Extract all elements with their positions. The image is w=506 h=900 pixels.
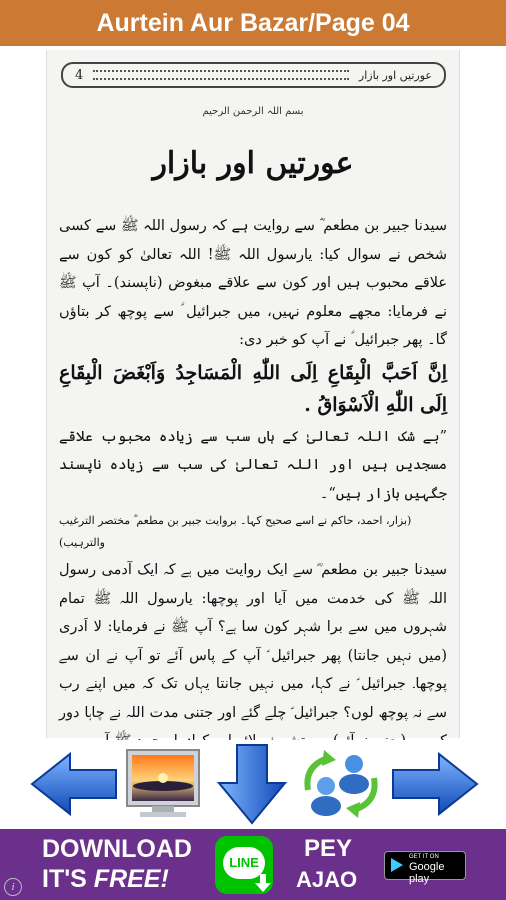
header-ornament bbox=[93, 70, 349, 80]
book-page bbox=[46, 50, 460, 738]
arrow-down-icon bbox=[217, 743, 287, 825]
store-big-label: Google play bbox=[409, 861, 445, 885]
play-store-icon bbox=[391, 858, 403, 872]
line-app-name: LINE bbox=[229, 855, 259, 870]
contacts-share-icon bbox=[298, 746, 384, 822]
google-play-badge[interactable] bbox=[384, 851, 466, 885]
ad-free-prefix: IT'S bbox=[42, 865, 94, 893]
running-title: عورتیں اور بازار bbox=[358, 68, 432, 82]
reference: (بزار، احمد، حاکم نے اسے صحیح کہا۔ بروایت جبیر بن مطعم ؓ مختصر الترغیب والترہیب) bbox=[59, 514, 412, 549]
translation: ”بے شک اللہ تعالیٰ کے ہاں سب سے زیادہ محبوب علاقے مسجدیں ہیں اور اللہ تعالیٰ کی سب سے زیادہ ناپسند جگہیں بازار ہیں“۔ bbox=[59, 428, 447, 502]
picture-icon bbox=[124, 748, 202, 820]
arrow-left-icon bbox=[30, 752, 118, 816]
page-body bbox=[59, 212, 447, 758]
line-app-icon bbox=[215, 836, 273, 894]
page-number: 4 bbox=[75, 67, 84, 83]
arabic-quote: اِنَّ اَحَبَّ الْبِقَاعِ اِلَى اللّٰهِ الْمَسَاجِدُ وَاَبْغَضَ الْبِقَاعِ اِلَى اللّٰهِ الْاَسْوَاقُ . bbox=[59, 361, 447, 416]
next-page-button[interactable] bbox=[388, 740, 482, 828]
ad-free-text bbox=[42, 865, 169, 894]
app-title: Aurtein Aur Bazar/Page 04 bbox=[96, 8, 410, 37]
arrow-right-icon bbox=[391, 752, 479, 816]
ad-info-icon[interactable]: i bbox=[4, 878, 22, 896]
store-small-label: GET IT ON bbox=[409, 854, 439, 860]
paragraph: سیدنا جبیر بن مطعم ؓ سے ایک روایت میں ہے کہ ایک آدمی رسول اللہ ﷺ کی خدمت میں آیا اور پوچھا: یارسول اللہ ﷺ تمام شہروں میں سے برا شہر کون سا ہے؟ آپ ﷺ نے فرمایا: لا اَدری (میں نہیں جانتا) پھر جبرائیل ؑ آپ کے پاس آئے تو آپ نے ان سے پوچھا۔ جبرائیل ؑ نے کہا، میں نہیں جانتا یہاں تک کہ میں اپنے رب سے نہ پوچھ لوں؟ جبرائیل ؑ چلے گئے اور جتنی مدت اللہ نے چاہا دور bbox=[59, 562, 447, 721]
ad-pey-text: PEY bbox=[304, 835, 353, 862]
bismillah: بسم اللہ الرحمن الرحیم bbox=[202, 106, 304, 117]
ad-free-emphasis: FREE! bbox=[93, 865, 169, 893]
gallery-button[interactable] bbox=[122, 740, 204, 828]
ad-banner[interactable] bbox=[0, 829, 506, 900]
app-title-bar bbox=[0, 0, 506, 46]
ad-ajao-text: AJAO bbox=[296, 867, 358, 892]
paragraph: سیدنا جبیر بن مطعم ؓ سے روایت ہے کہ رسول اللہ ﷺ سے کسی شخص نے سوال کیا: یارسول اللہ ﷺ! اللہ تعالیٰ کو کون سے علاقے محبوب ہیں اور کون سے علاقے مبغوض (ناپسند)۔ آپ ﷺ نے فرمایا: مجھے معلوم نہیں، میں جبرائیل ؑ سے پوچھ کر بتاؤں گا۔ پھر جبرائیل ؑ نے آپ کو خبر دی: bbox=[59, 218, 447, 348]
download-button[interactable] bbox=[210, 740, 294, 828]
page-header-band bbox=[61, 62, 446, 88]
ad-download-text: DOWNLOAD bbox=[42, 835, 192, 863]
bottom-toolbar bbox=[0, 740, 506, 828]
chapter-title: عورتیں اور بازار bbox=[152, 146, 354, 181]
download-arrow-icon bbox=[255, 874, 271, 892]
share-button[interactable] bbox=[296, 740, 386, 828]
prev-page-button[interactable] bbox=[28, 740, 120, 828]
